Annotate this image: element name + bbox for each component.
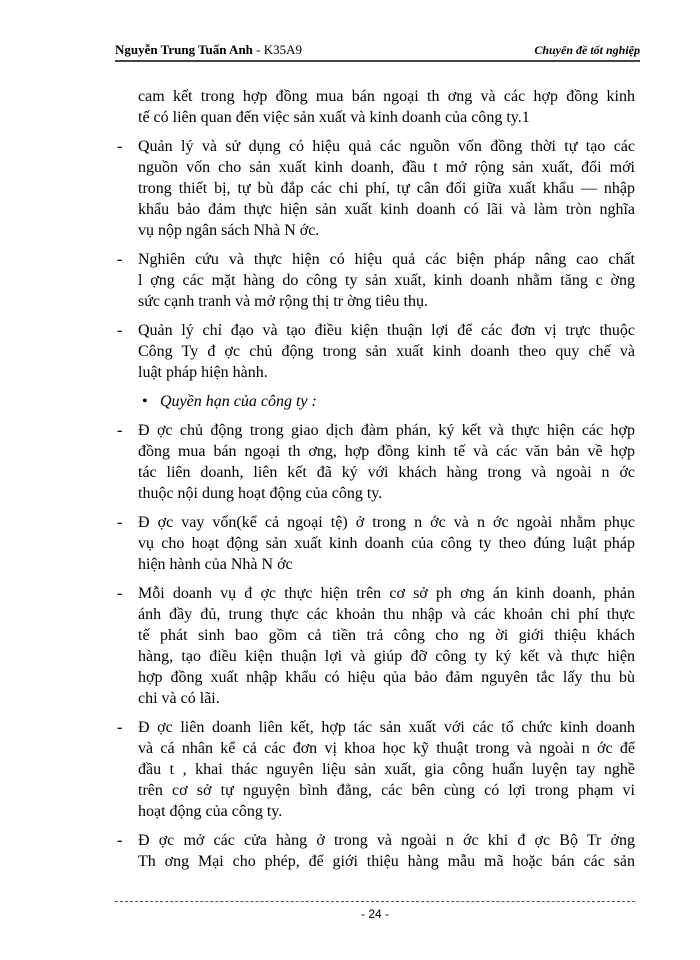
text-line: Đ ợc chủ động trong giao dịch đàm phán, ký kết và thực hiện các hợp (138, 422, 635, 439)
paragraph (138, 86, 635, 128)
subheading (138, 391, 635, 412)
text-line: Quản lý chỉ đạo và tạo điều kiện thuận lợi để các đơn vị trực thuộc (138, 322, 635, 339)
text-line: sức cạnh tranh và mở rộng thị tr ờng tiêu thụ. (138, 293, 428, 310)
dash-bullet-icon: - (117, 514, 123, 531)
text-line: hiện hành của Nhà N ớc (138, 556, 293, 573)
text-line: luật pháp hiện hành. (138, 364, 268, 381)
paragraph (117, 320, 635, 383)
text-line: hoạt động của công ty. (138, 803, 283, 820)
dash-bullet-icon: - (117, 322, 123, 339)
text-line: trên cơ sở tự nguyện bình đẳng, các bên cùng có lợi trong phạm vi (138, 782, 635, 799)
text-line: nguồn vốn cho sản xuất kinh doanh, đầu t mở rộng sản xuất, đổi mới (138, 159, 635, 176)
text-line: hợp đồng xuất nhập khẩu có hiệu qủa bảo đảm nguyên tắc lấy thu bù (138, 669, 635, 686)
paragraph (117, 830, 635, 872)
author-name: Nguyễn Trung Tuấn Anh (115, 42, 253, 57)
text-line: l ợng các mặt hàng do công ty sản xuất, kinh doanh nhằm tăng c ờng (138, 272, 635, 289)
text-line: tác liên doanh, liên kết đã ký với khách hàng trong và ngoài n ớc (138, 464, 635, 481)
text-line: tế có liên quan đến việc sản xuất và kinh doanh của công ty.1 (138, 109, 530, 126)
text-line: Công Ty đ ợc chủ động trong sản xuất kinh doanh theo quy chế và (138, 343, 635, 360)
text-line: cam kết trong hợp đồng mua bán ngoại th ơng và các hợp đồng kinh (138, 88, 635, 105)
header-author (115, 42, 302, 58)
paragraph (117, 420, 635, 504)
text-line: thuộc nội dung hoạt động của công ty. (138, 485, 383, 502)
paragraph (117, 249, 635, 312)
page-header (115, 40, 640, 62)
dash-bullet-icon: - (117, 251, 123, 268)
text-line: Đ ợc mở các cửa hàng ở trong và ngoài n ớc khi đ ợc Bộ Tr ởng (138, 832, 635, 849)
text-line: vụ cho hoạt động sản xuất kinh doanh của công ty theo đúng luật pháp (138, 535, 635, 552)
text-line: đồng mua bán ngoại th ơng, hợp đồng kinh tế và các văn bản về hợp (138, 443, 635, 460)
text-line: Mỗi doanh vụ đ ợc thực hiện trên cơ sở ph ơng án kinh doanh, phản (138, 585, 635, 602)
header-title: Chuyên đề tốt nghiệp (534, 43, 640, 57)
paragraph (117, 136, 635, 241)
text-line: Quản lý và sử dụng có hiệu quả các nguồn vốn đồng thời tự tạo các (138, 138, 635, 155)
text-line: và cá nhân kể cả các đơn vị khoa học kỹ thuật trong và ngoài n ớc để (138, 740, 635, 757)
text-line: trong thiết bị, tự bù đắp các chi phí, tự cân đối giữa xuất khẩu — nhập (138, 180, 635, 197)
bullet-icon: • (142, 393, 148, 410)
paragraph (117, 512, 635, 575)
dash-bullet-icon: - (117, 585, 123, 602)
document-body (117, 86, 635, 872)
text-line: Th ơng Mại cho phép, để giới thiệu hàng mẫu mã hoặc bán các sản (138, 853, 635, 870)
paragraph (117, 717, 635, 822)
text-line: vụ nộp ngân sách Nhà N ớc. (138, 222, 320, 239)
paragraph (117, 583, 635, 709)
text-line: khẩu bảo đảm thực hiện sản xuất kinh doanh có lãi và làm tròn nghĩa (138, 201, 635, 218)
text-line: hàng, tạo điều kiện thuận lợi và giúp đỡ công ty ký kết và thực hiện (138, 648, 635, 665)
text-line: chi và có lãi. (138, 690, 220, 707)
dash-bullet-icon: - (117, 719, 123, 736)
page-number: - 24 - (360, 907, 389, 921)
text-line: Đ ợc liên doanh liên kết, hợp tác sản xuất với các tổ chức kinh doanh (138, 719, 635, 736)
text-line: đầu t , khai thác nguyên liệu sản xuất, gia công huấn luyện tay nghề (138, 761, 635, 778)
text-line: Đ ợc vay vốn(kể cả ngoại tệ) ở trong n ớc và n ớc ngoài nhằm phục (138, 514, 635, 531)
text-line: Nghiên cứu và thực hiện có hiệu quả các biện pháp nâng cao chất (138, 251, 635, 268)
subheading-text: Quyền hạn của công ty : (160, 393, 317, 410)
dash-bullet-icon: - (117, 832, 123, 849)
text-line: tế phát sinh bao gồm cả tiền trả công cho ng ời giới thiệu khách (138, 627, 635, 644)
dash-bullet-icon: - (117, 138, 123, 155)
text-line: ánh đầy đủ, trung thực các khoản thu nhập và các khoản chi phí thực (138, 606, 635, 623)
dash-bullet-icon: - (117, 422, 123, 439)
class-code: - K35A9 (252, 42, 303, 57)
footer-divider (115, 901, 635, 902)
